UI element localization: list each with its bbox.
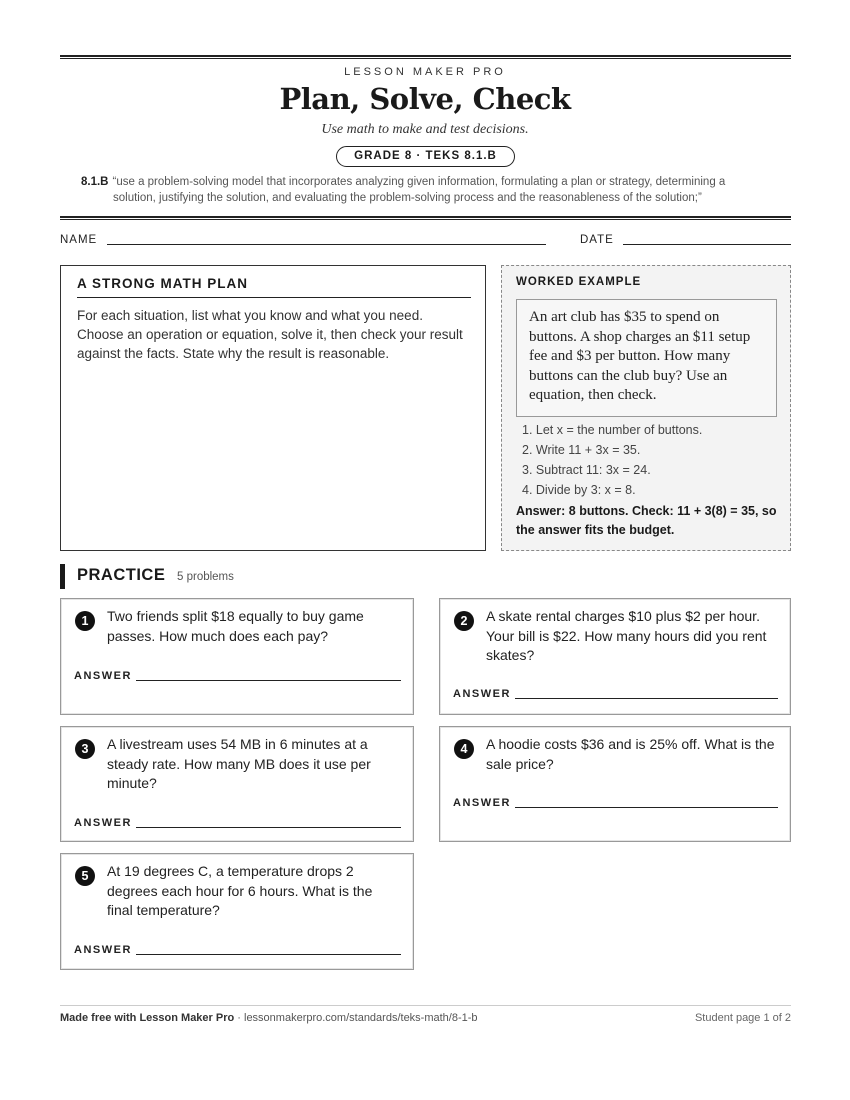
answer-field-1[interactable] xyxy=(136,680,401,681)
name-label: NAME xyxy=(60,234,98,246)
worked-example-title: WORKED EXAMPLE xyxy=(516,276,642,288)
footer-rule xyxy=(60,1005,791,1006)
problem-text-3: A livestream uses 54 MB in 6 minutes at a steady rate. How many MB does it use per minute? xyxy=(107,736,371,791)
page-title: Plan, Solve, Check xyxy=(279,82,571,116)
answer-field-2[interactable] xyxy=(515,698,778,699)
worked-example-step: 1. Let x = the number of buttons. xyxy=(522,423,703,437)
worked-example-box xyxy=(501,265,791,551)
answer-field-5[interactable] xyxy=(136,954,401,955)
practice-accent-bar xyxy=(60,564,65,589)
problem-number-5: 5 xyxy=(75,866,95,886)
standard-statement xyxy=(81,174,781,206)
footer-url: · lessonmakerpro.com/standards/teks-math/8-1-b xyxy=(234,1012,478,1024)
problem-card-4 xyxy=(439,726,791,842)
standard-text-line2: solution, justifying the solution, and evaluating the problem-solving process and the reasonableness of the solution;” xyxy=(113,192,702,204)
footer-page-number: Student page 1 of 2 xyxy=(694,1012,791,1024)
standard-text-line1: “use a problem-solving model that incorporates analyzing given information, formulating a plan or strategy, determining a xyxy=(112,176,726,188)
date-label: DATE xyxy=(580,234,614,246)
answer-label-5: ANSWER xyxy=(74,944,132,956)
answer-label-3: ANSWER xyxy=(74,817,132,829)
brand-name: LESSON MAKER PRO xyxy=(344,66,506,78)
problem-text-5: At 19 degrees C, a temperature drops 2 degrees each hour for 6 hours. What is the final temperature? xyxy=(107,863,373,918)
grade-badge: GRADE 8 · TEKS 8.1.B xyxy=(336,146,515,167)
math-plan-title: A STRONG MATH PLAN xyxy=(77,276,471,298)
problem-number-3: 3 xyxy=(75,739,95,759)
problem-number-1: 1 xyxy=(75,611,95,631)
page-subtitle: Use math to make and test decisions. xyxy=(321,122,529,137)
problem-text-1: Two friends split $18 equally to buy game passes. How much does each pay? xyxy=(107,608,364,644)
math-plan-body: For each situation, list what you know and what you need. Choose an operation or equation, solve it, then check your result against the facts. State why the result is reasonable. xyxy=(77,308,463,361)
header-bottom-rule xyxy=(60,216,791,220)
answer-label-2: ANSWER xyxy=(453,688,511,700)
worked-example-steps xyxy=(522,420,782,500)
answer-field-4[interactable] xyxy=(515,807,778,808)
header-top-rule xyxy=(60,55,791,59)
practice-title: PRACTICE xyxy=(77,566,166,584)
footer-made-with: Made free with Lesson Maker Pro xyxy=(60,1012,235,1024)
footer-credit xyxy=(60,1012,478,1024)
problem-text-4: A hoodie costs $36 and is 25% off. What is the sale price? xyxy=(486,736,775,772)
problem-number-4: 4 xyxy=(454,739,474,759)
practice-count: 5 problems xyxy=(177,571,234,583)
answer-label-4: ANSWER xyxy=(453,797,511,809)
problem-card-2 xyxy=(439,598,791,715)
worked-example-step: 3. Subtract 11: 3x = 24. xyxy=(522,463,651,477)
worked-example-step: 2. Write 11 + 3x = 35. xyxy=(522,443,641,457)
problem-text-2: A skate rental charges $10 plus $2 per hour. Your bill is $22. How many hours did you rent skates? xyxy=(486,608,767,663)
date-field[interactable] xyxy=(623,244,791,245)
name-field[interactable] xyxy=(107,244,546,245)
worked-example-answer: Answer: 8 buttons. Check: 11 + 3(8) = 35, so the answer fits the budget. xyxy=(516,504,777,537)
answer-label-1: ANSWER xyxy=(74,670,132,682)
problem-number-2: 2 xyxy=(454,611,474,631)
math-plan-box xyxy=(60,265,486,551)
worked-example-step: 4. Divide by 3: x = 8. xyxy=(522,483,636,497)
worked-example-problem: An art club has $35 to spend on buttons. A shop charges an $11 setup fee and $3 per button. How many buttons can the club buy? Use an equation, then check. xyxy=(516,299,777,417)
problem-card-5 xyxy=(60,853,414,970)
answer-field-3[interactable] xyxy=(136,827,401,828)
problem-card-1 xyxy=(60,598,414,715)
problem-card-3 xyxy=(60,726,414,842)
standard-code: 8.1.B xyxy=(81,176,109,188)
